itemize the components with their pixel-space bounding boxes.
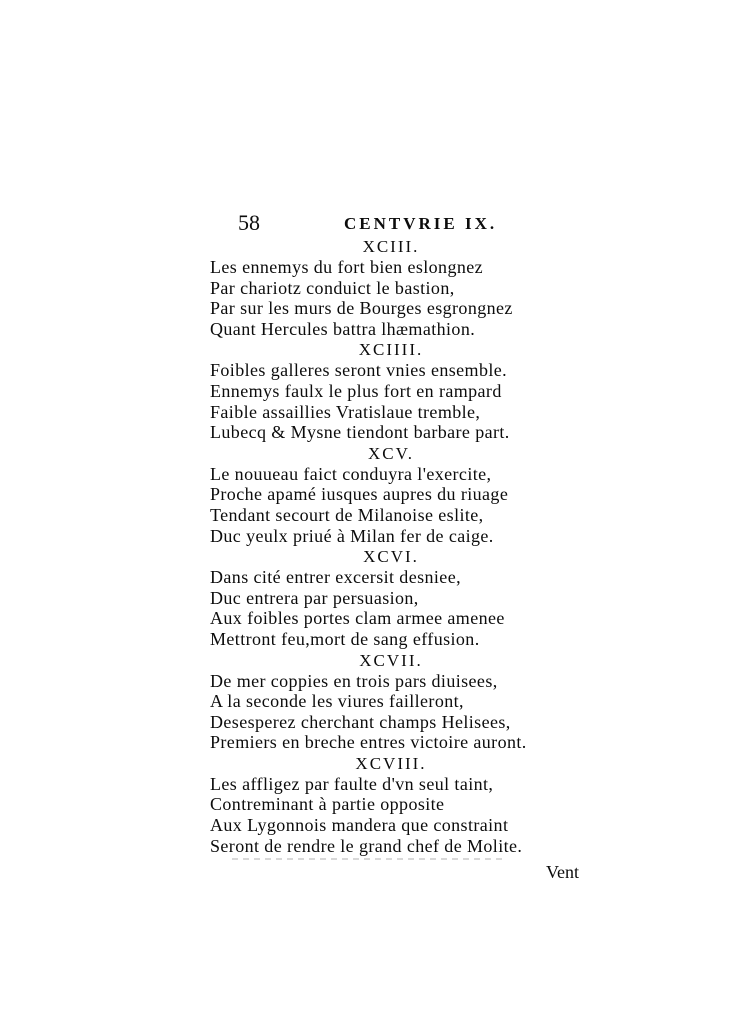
verse-line: Les affligez par faulte d'vn seul taint,: [210, 773, 494, 794]
verse-line: Aux Lygonnois mandera que constraint: [210, 815, 509, 836]
verse-line: Les ennemys du fort bien eslongnez: [210, 257, 484, 277]
quatrain: [210, 339, 550, 442]
verse-line: Proche apamé iusques aupres du riuage: [210, 484, 509, 505]
quatrain: [210, 753, 550, 856]
catchword: Vent: [546, 862, 579, 882]
verse-line: Quant Hercules battra lhæmathion.: [210, 318, 476, 339]
verse-line: Faible assaillies Vratislaue tremble,: [210, 401, 481, 422]
quatrain: [210, 443, 550, 546]
quatrain: [210, 650, 550, 753]
verse-line: Par chariotz conduict le bastion,: [210, 277, 455, 298]
quatrain-number: XCVIII.: [355, 753, 427, 773]
verse-line: Le nouueau faict conduyra l'exercite,: [210, 463, 492, 484]
verse-line: Duc yeulx priué à Milan fer de caige.: [210, 525, 494, 546]
quatrain-number: XCV.: [368, 443, 414, 463]
running-title: CENTVRIE IX.: [344, 214, 498, 233]
quatrain-number: XCIII.: [362, 237, 420, 256]
verse-line: Tendant secourt de Milanoise eslite,: [210, 504, 484, 525]
verse-line: Premiers en breche entres victoire auront.: [210, 732, 527, 753]
show-through-ink: [232, 858, 502, 860]
quatrain: [210, 546, 550, 649]
verse-line: Foibles galleres seront vnies ensemble.: [210, 360, 508, 381]
verse-line: Par sur les murs de Bourges esgrongnez: [210, 298, 513, 319]
verse-line: A la seconde les viures failleront,: [210, 691, 464, 712]
page-number: 58: [238, 210, 260, 235]
verse-line: Desesperez cherchant champs Helisees,: [210, 711, 511, 732]
verse-line: Lubecq & Mysne tiendont barbare part.: [210, 422, 510, 443]
verse-line: Ennemys faulx le plus fort en rampard: [210, 380, 502, 401]
verse-line: Seront de rendre le grand chef de Molite.: [210, 835, 523, 856]
quatrain-list: [210, 236, 550, 856]
verse-line: Mettront feu,mort de sang effusion.: [210, 628, 480, 649]
quatrain-number: XCVII.: [359, 650, 423, 670]
verse-line: Aux foibles portes clam armee amenee: [210, 608, 505, 629]
verse-line: Dans cité entrer excersit desniee,: [210, 567, 461, 588]
verse-line: Duc entrera par persuasion,: [210, 587, 419, 608]
quatrain: [210, 236, 550, 339]
verse-line: De mer coppies en trois pars diuisees,: [210, 670, 498, 691]
running-head: [238, 210, 538, 238]
quatrain-number: XCIIII.: [358, 340, 424, 360]
quatrain-number: XCVI.: [363, 547, 419, 567]
verse-line: Contreminant à partie opposite: [210, 794, 445, 815]
